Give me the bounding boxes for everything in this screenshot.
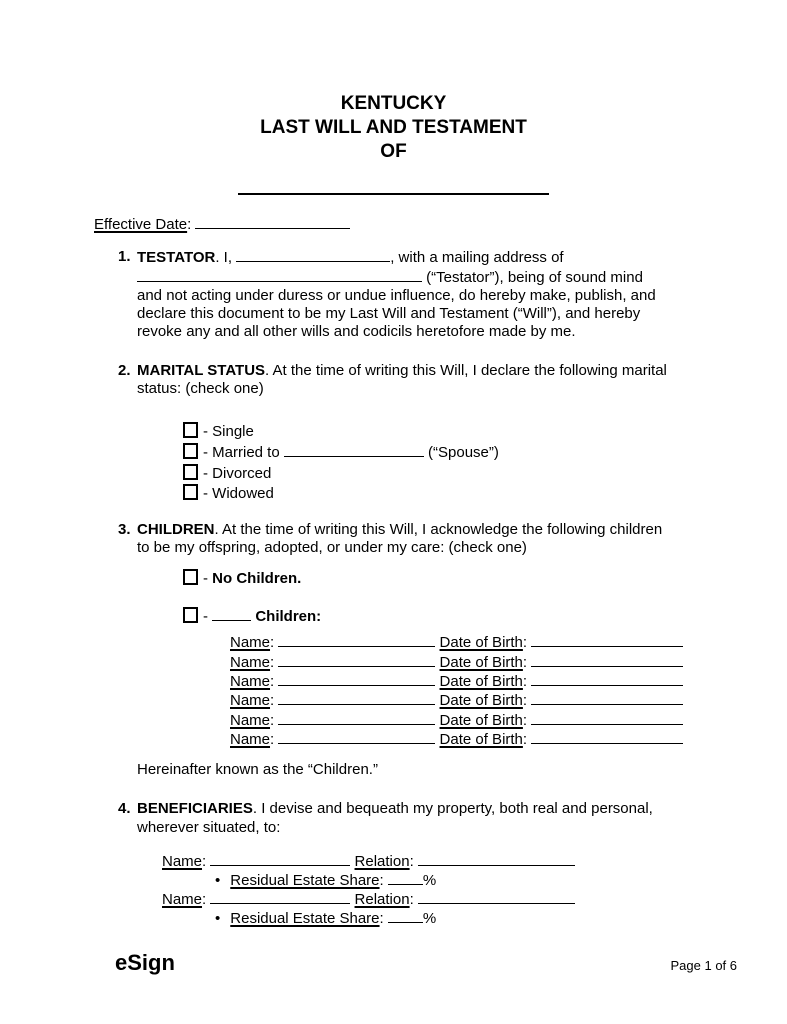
section-marital-status [118,362,787,505]
child-row [230,633,697,652]
marital-option-married [183,443,697,464]
child-row [230,653,697,672]
marital-intro-line-1 [137,362,697,380]
beneficiary-name-blank[interactable] [210,890,350,904]
title-document-type: LAST WILL AND TESTAMENT [260,117,527,138]
child-row [230,691,697,710]
child-dob-blank[interactable] [531,653,683,667]
children-count-blank[interactable] [212,607,251,621]
children-option-none [183,569,697,588]
effective-date-row [94,215,787,234]
testator-text-pre: . I, [215,249,237,267]
child-row [230,672,697,691]
colon: : [270,711,275,729]
percent-sign: % [422,910,437,928]
residual-share-blank[interactable] [388,871,423,885]
colon: : [202,853,207,871]
child-name-label: Name [230,711,271,729]
residual-share-blank[interactable] [388,909,423,923]
colon: : [522,711,528,729]
sections-list [118,248,787,928]
beneficiary-name-label: Name [162,853,203,871]
residual-share-label: Residual Estate Share [230,910,380,928]
widowed-label: - Widowed [203,485,274,503]
section-testator-title: TESTATOR [137,249,216,267]
child-dob-label: Date of Birth [439,653,523,671]
child-dob-label: Date of Birth [439,672,523,690]
testator-line-5: revoke any and all other wills and codicils heretofore made by me. [137,323,576,341]
beneficiary-name-row [162,852,697,871]
children-count-label: Children: [255,608,322,626]
residual-share-label: Residual Estate Share [230,872,380,890]
child-name-label: Name [230,634,271,652]
colon: : [202,891,207,909]
marital-options [183,422,697,505]
beneficiary-relation-blank[interactable] [418,852,575,866]
section-number: 3. [118,521,131,539]
colon: : [522,692,528,710]
children-option-count [183,607,697,626]
child-dob-label: Date of Birth [439,711,523,729]
esign-logo: eSign [115,950,175,975]
testator-line-2 [137,268,697,287]
child-dob-blank[interactable] [531,691,683,705]
beneficiaries-intro-text: . I devise and bequeath my property, both real and personal, [252,800,653,818]
spouse-name-blank[interactable] [284,443,424,457]
effective-date-blank[interactable] [195,215,350,229]
testator-name-blank[interactable] [236,248,390,262]
checkbox-single[interactable] [183,422,198,438]
colon: : [379,910,384,928]
title-of: OF [380,141,407,162]
section-marital-title: MARITAL STATUS [137,361,266,379]
child-dob-blank[interactable] [531,672,683,686]
percent-sign: % [422,872,437,890]
section-testator-body [137,248,697,341]
child-dob-label: Date of Birth [439,692,523,710]
section-number: 2. [118,361,131,379]
child-name-label: Name [230,730,271,748]
child-name-blank[interactable] [278,691,435,705]
checkbox-widowed[interactable] [183,484,198,500]
child-row [230,711,697,730]
checkbox-divorced[interactable] [183,464,198,480]
colon: : [270,672,275,690]
page-number: Page 1 of 6 [670,958,737,973]
section-beneficiaries-body [137,800,697,928]
testator-text-line2: (“Testator”), being of sound mind [422,268,643,286]
child-dob-label: Date of Birth [439,634,523,652]
testator-address-blank[interactable] [137,268,422,282]
children-intro-line-2: to be my offspring, adopted, or under my care: (check one) [137,539,527,557]
bullet-icon: • [215,910,221,928]
children-outro: Hereinafter known as the “Children.” [137,761,378,779]
beneficiaries-intro-line-1 [137,800,697,818]
beneficiary-name-blank[interactable] [210,852,350,866]
dash: - [203,608,208,626]
section-marital-body [137,362,697,505]
beneficiary-residual-row [215,871,697,890]
section-children-title: CHILDREN [137,521,215,539]
section-beneficiaries-title: BENEFICIARIES [137,800,253,818]
effective-date-label: Effective Date [94,216,188,233]
marital-option-divorced [183,464,697,485]
child-dob-blank[interactable] [531,711,683,725]
children-rows [230,633,697,749]
child-name-blank[interactable] [278,730,435,744]
testator-line-4: declare this document to be my Last Will and Testament (“Will”), and hereby [137,305,641,323]
colon: : [522,653,528,671]
document-title [0,92,787,164]
child-name-blank[interactable] [278,711,435,725]
marital-intro-text: . At the time of writing this Will, I declare the following marital [265,361,667,379]
no-children-label: No Children. [212,569,302,587]
beneficiaries-intro-line-2: wherever situated, to: [137,818,281,836]
child-dob-label: Date of Birth [439,730,523,748]
colon: : [270,634,275,652]
beneficiary-relation-blank[interactable] [418,890,575,904]
testator-text-post: , with a mailing address of [390,249,564,267]
colon: : [409,853,414,871]
child-row [230,730,697,749]
beneficiary-relation-label: Relation [354,853,410,871]
section-children-body [137,521,697,779]
married-label: - Married to [203,444,280,462]
section-number: 4. [118,800,131,818]
marital-option-single [183,422,697,443]
section-beneficiaries [118,800,787,928]
child-dob-blank[interactable] [531,633,683,647]
beneficiary-relation-label: Relation [354,891,410,909]
beneficiaries-rows [162,852,697,928]
testator-line-1 [137,248,697,267]
testator-full-name-blank[interactable] [238,193,549,195]
divorced-label: - Divorced [203,464,272,482]
single-label: - Single [203,423,254,441]
checkbox-no-children[interactable] [183,569,198,585]
checkbox-has-children[interactable] [183,607,198,623]
dash: - [203,569,208,587]
child-name-blank[interactable] [278,672,435,686]
child-name-label: Name [230,653,271,671]
section-children [118,521,787,779]
testator-line-3: and not acting under duress or undue influence, do hereby make, publish, and [137,286,656,304]
title-state: KENTUCKY [340,93,447,114]
checkbox-married[interactable] [183,443,198,459]
child-name-blank[interactable] [278,633,435,647]
marital-intro-line-2: status: (check one) [137,380,264,398]
children-intro-text: . At the time of writing this Will, I acknowledge the following children [214,521,663,539]
bullet-icon: • [215,872,221,890]
section-testator [118,248,787,341]
section-number: 1. [118,248,131,266]
child-name-label: Name [230,672,271,690]
beneficiary-name-label: Name [162,891,203,909]
marital-option-widowed [183,484,697,505]
child-name-blank[interactable] [278,653,435,667]
child-dob-blank[interactable] [531,730,683,744]
colon: : [270,653,275,671]
colon: : [379,872,384,890]
colon: : [522,672,528,690]
colon: : [270,692,275,710]
beneficiary-name-row [162,890,697,909]
colon: : [522,730,528,748]
beneficiary-residual-row [215,909,697,928]
colon: : [409,891,414,909]
colon: : [270,730,275,748]
children-intro-line-1 [137,521,697,539]
spouse-suffix-label: (“Spouse”) [428,444,499,462]
colon: : [187,216,192,233]
colon: : [522,634,528,652]
child-name-label: Name [230,692,271,710]
